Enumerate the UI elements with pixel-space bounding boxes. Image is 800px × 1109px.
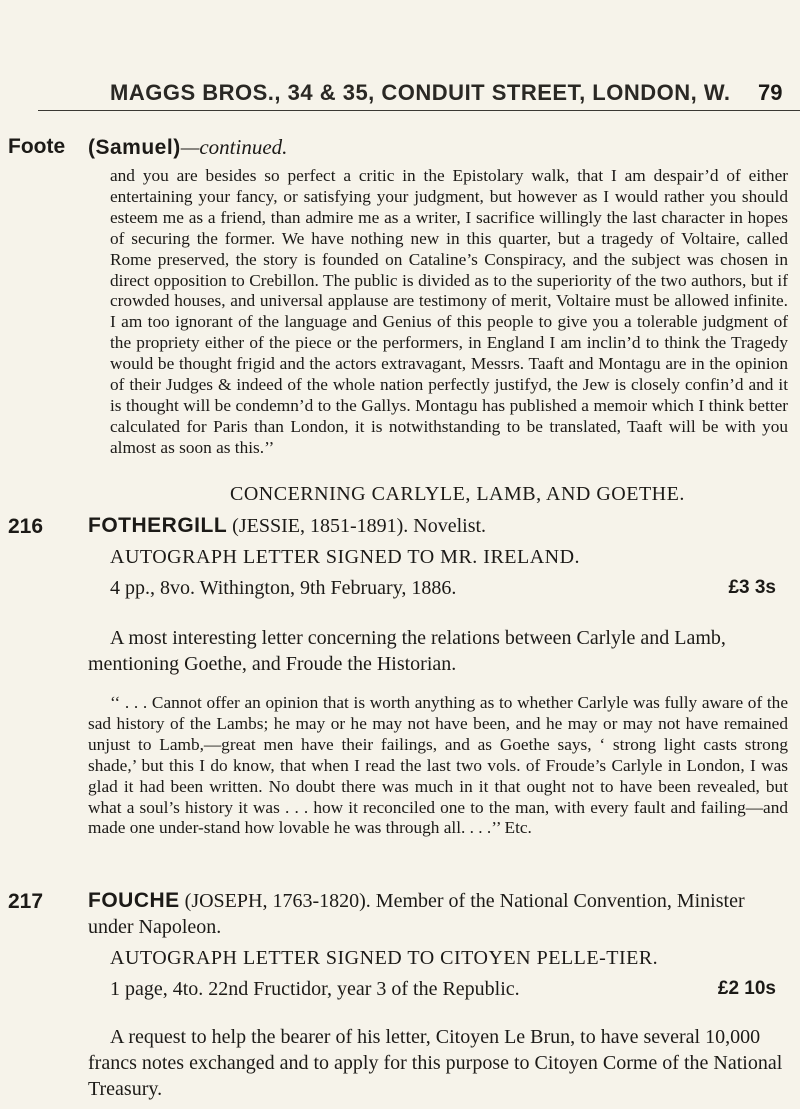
lot-216-name: FOTHERGILL (88, 514, 228, 537)
foote-tag: Foote (8, 135, 66, 158)
page-header (0, 0, 800, 108)
lot-216-number: 216 (8, 515, 44, 538)
lot-217-format-row (88, 976, 788, 1002)
lot-217-number: 217 (8, 890, 44, 913)
foote-continued: —continued. (180, 135, 288, 159)
foote-heading (88, 133, 788, 162)
lot-216-format: 4 pp., 8vo. Withington, 9th February, 1886. (110, 577, 457, 599)
lot-217-format: 1 page, 4to. 22nd Fructidor, year 3 of the Republic. (110, 978, 520, 1000)
page-number: 79 (758, 80, 783, 105)
lot-216-details: (JESSIE, 1851-1891). Novelist. (232, 515, 487, 537)
lot-217-title: AUTOGRAPH LETTER SIGNED TO CITOYEN PELLE-TIER. (110, 947, 659, 969)
lot-217-description (88, 1024, 788, 1102)
foote-name: (Samuel) (88, 136, 181, 159)
lot-216-price: £3 3s (728, 577, 776, 598)
lot-216-description-text: A most interesting letter concerning the relations between Carlyle and Lamb, mentioning Goethe, and Froude the Historian. (88, 627, 726, 675)
lot-216-format-row (88, 575, 788, 601)
foote-text: and you are besides so perfect a critic in the Epistolary walk, that I am despair’d of either entertaining your fancy, or satisfying your judgment, but however as I would rather you should esteem me as a friend, than admire me as a writer, I sacrifice willingly the last character in hopes of securing the former. We have nothing new in this quarter, but a tragedy of Voltaire, called Rome preserved, the story is founded on Cataline’s Conspiracy, and the subject was chosen in direct opposition to Crebillon. The public is divided as to the superiority of the two authors, but if crowded houses, and universal applause are testimony of merit, Voltaire must be allowed infinite. I am too ignorant of the language and Genius of this people to give you a tolerable judgment of the propriety either of the piece or the performers, in England I am inclin’d to think the Tragedy would be thought frigid and the actors extravagant, Messrs. Taaft and Montagu are in the opinion of their Judges & indeed of the whole nation perfectly justifyd, the Jew is closely confin’d and it is thought will be condemn’d to the Gallys. Montagu has published a memoir which I think better calculated for Paris than London, it is notwithstanding to be translated, Taaft will be with you almost as soon as this.’’ (110, 166, 788, 457)
header-rule (38, 110, 800, 111)
lot-217-price: £2 10s (717, 978, 776, 999)
lot-216-heading (88, 513, 788, 539)
section-title: CONCERNING CARLYLE, LAMB, AND GOETHE. (230, 483, 685, 505)
lot-216-quote: ‘‘ . . . Cannot offer an opinion that is worth anything as to whether Carlyle was fully aware of the sad history of the Lambs; he may or he may not have been, and he may or may not have remained unjust to Lamb,—great men have their failings, and as Goethe says, ‘ strong light casts strong shade,’ but this I do know, that when I read the last two vols. of Froude’s Carlyle in London, I was glad it had been written. No doubt there was much in it that ought not to have been revealed, but what a soul’s history it was . . . how it reconciled one to the man, with every fault and failing—and made one under-stand how lovable he was through all. . . .’’ Etc. (88, 693, 788, 838)
lot-216-description (88, 625, 788, 677)
lot-216 (88, 513, 788, 839)
lot-217 (88, 888, 788, 1102)
header-title: MAGGS BROS., 34 & 35, CONDUIT STREET, LONDON, W. (110, 80, 731, 105)
foote-entry (88, 133, 788, 459)
lot-217-heading (88, 888, 788, 940)
lot-217-name: FOUCHE (88, 889, 180, 912)
lot-217-description-text: A request to help the bearer of his letter, Citoyen Le Brun, to have several 10,000 francs notes exchanged and to apply for this purpose to Citoyen Corme of the National Treasury. (88, 1026, 783, 1100)
lot-217-details: (JOSEPH, 1763-1820). Member of the National Convention, Minister under Napoleon. (88, 890, 745, 938)
lot-216-title: AUTOGRAPH LETTER SIGNED TO MR. IRELAND. (110, 546, 581, 568)
